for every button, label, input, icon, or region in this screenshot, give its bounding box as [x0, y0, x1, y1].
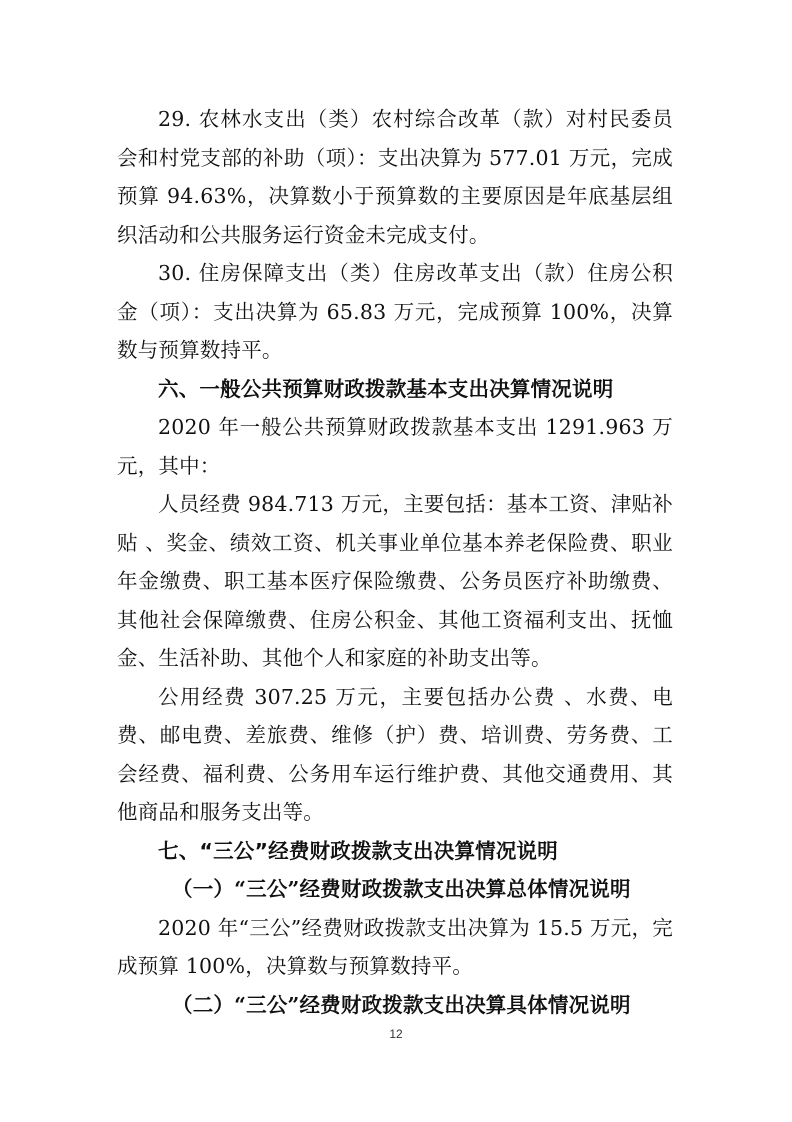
section-heading-seven: 七、“三公”经费财政拨款支出决算情况说明: [158, 838, 558, 863]
paragraph-basic-expenditure: 2020 年一般公共预算财政拨款基本支出 1291.963 万元，其中：: [117, 415, 673, 478]
paragraph-item-29-agriculture: 29. 农林水支出（类）农村综合改革（款）对村民委员会和村党支部的补助（项）：支出决算为 577.01 万元，完成预算 94.63%，决算数小于预算数的主要原因是年底基层组织活动和公共服务运行资金未完成支付。: [117, 107, 673, 247]
page-number: 12: [389, 1027, 403, 1041]
paragraph-item-30-housing: 30. 住房保障支出（类）住房改革支出（款）住房公积金（项）：支出决算为 65.83 万元，完成预算 100%，决算数与预算数持平。: [117, 261, 673, 362]
paragraph-public-expenses: 公用经费 307.25 万元，主要包括办公费 、水费、电费、邮电费、差旅费、维修（护）费、培训费、劳务费、工会经费、福利费、公务用车运行维护费、其他交通费用、其他商品和服务支出等。: [117, 684, 673, 824]
document-body: [117, 100, 673, 1024]
subsection-heading-one: （一）“三公”经费财政拨款支出决算总体情况说明: [172, 877, 631, 901]
paragraph-three-public-total: 2020 年“三公”经费财政拨款支出决算为 15.5 万元，完成预算 100%，决算数与预算数持平。: [117, 915, 673, 978]
paragraph-personnel-expenses: 人员经费 984.713 万元，主要包括：基本工资、津贴补贴 、奖金、绩效工资、机关事业单位基本养老保险费、职业年金缴费、职工基本医疗保险缴费、公务员医疗补助缴费、其他社会保障缴费、住房公积金、其他工资福利支出、抚恤金、生活补助、其他个人和家庭的补助支出等。: [117, 492, 673, 670]
section-heading-six: 六、一般公共预算财政拨款基本支出决算情况说明: [158, 376, 614, 401]
subsection-heading-two: （二）“三公”经费财政拨款支出决算具体情况说明: [172, 992, 631, 1017]
